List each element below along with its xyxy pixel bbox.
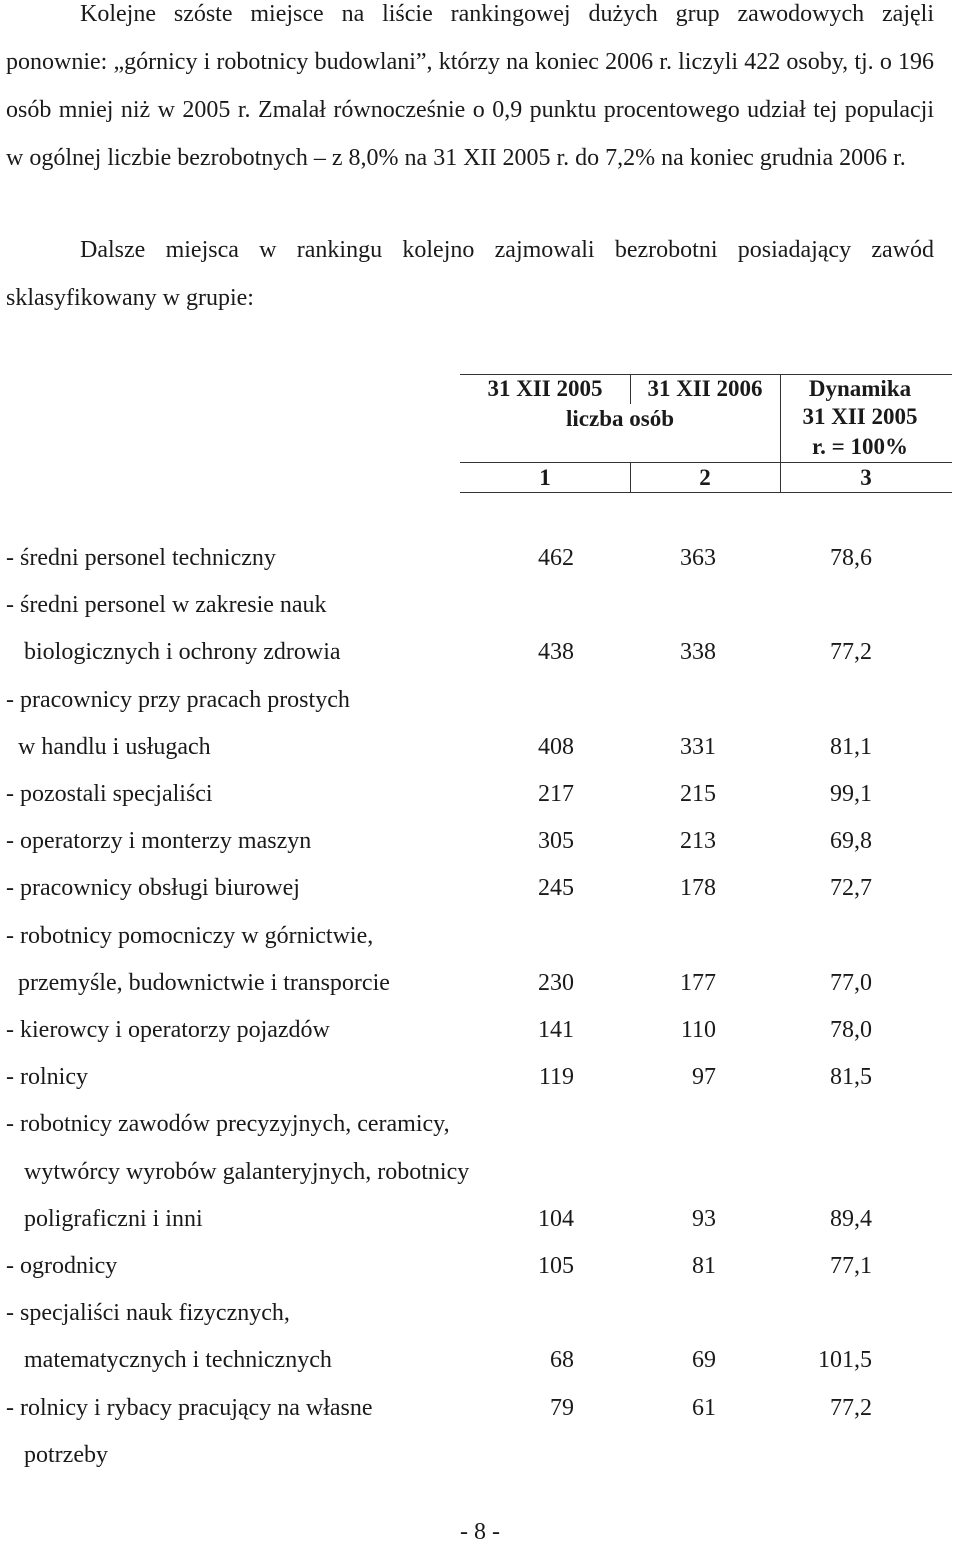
row-label: - pozostali specjaliści xyxy=(6,781,213,807)
row-label: - robotnicy pomocniczy w górnictwie, xyxy=(6,922,374,949)
table-row xyxy=(0,1336,960,1384)
value-2005: 119 xyxy=(538,1064,574,1091)
row-label: przemyśle, budownictwie i transporcie xyxy=(18,969,390,996)
value-dynamics: 81,5 xyxy=(830,1064,872,1091)
value-dynamics: 77,0 xyxy=(830,969,872,996)
table-row xyxy=(0,1431,960,1479)
value-2006: 110 xyxy=(680,1017,716,1043)
value-2005: 230 xyxy=(538,969,574,996)
table-row xyxy=(0,1006,960,1054)
header-dynamics-line2: 31 XII 2005 xyxy=(802,404,918,429)
table-row xyxy=(0,1242,960,1290)
row-label: matematycznych i technicznych xyxy=(24,1347,332,1374)
value-dynamics: 89,4 xyxy=(830,1205,872,1232)
value-dynamics: 69,8 xyxy=(830,828,872,855)
table-row xyxy=(0,959,960,1007)
row-label: - pracownicy obsługi biurowej xyxy=(6,875,300,902)
page-number: - 8 - xyxy=(460,1519,500,1545)
value-2005: 104 xyxy=(538,1205,574,1232)
header-column-number: 1 xyxy=(539,465,551,490)
row-label: - rolnicy xyxy=(6,1064,88,1091)
value-2005: 217 xyxy=(538,781,574,807)
value-2006: 97 xyxy=(692,1064,716,1091)
table-row xyxy=(0,534,960,582)
value-2005: 105 xyxy=(538,1253,574,1279)
row-label: poligraficzni i inni xyxy=(24,1205,203,1232)
row-label: - średni personel w zakresie nauk xyxy=(6,592,327,619)
ranking-paragraph xyxy=(6,226,934,322)
value-dynamics: 78,0 xyxy=(830,1017,872,1043)
intro-paragraph xyxy=(6,0,934,182)
table-row xyxy=(0,1053,960,1101)
table-row xyxy=(0,628,960,676)
value-2006: 178 xyxy=(680,875,716,902)
row-label: - kierowcy i operatorzy pojazdów xyxy=(6,1017,330,1043)
header-count-label: liczba osób xyxy=(566,406,674,431)
table-row xyxy=(0,1195,960,1243)
value-2006: 363 xyxy=(680,545,716,571)
header-column-number: 3 xyxy=(860,465,872,490)
value-2005: 408 xyxy=(538,733,574,760)
table-row xyxy=(0,864,960,912)
ranking-paragraph-text: Dalsze miejsca w rankingu kolejno zajmowali bezrobotni posiadający zawód sklasyfikowany w grupie: xyxy=(6,237,934,311)
value-dynamics: 77,1 xyxy=(830,1253,872,1279)
header-dynamics-line1: Dynamika xyxy=(808,376,912,401)
table-row xyxy=(0,723,960,771)
value-dynamics: 72,7 xyxy=(830,875,872,902)
value-2005: 68 xyxy=(550,1347,574,1374)
row-label: - rolnicy i rybacy pracujący na własne xyxy=(6,1394,373,1421)
value-2005: 438 xyxy=(538,639,574,666)
value-2005: 462 xyxy=(538,545,574,571)
header-column-number: 2 xyxy=(699,465,711,490)
value-2006: 213 xyxy=(680,828,716,855)
table-row xyxy=(0,770,960,818)
header-col-2006: 31 XII 2006 xyxy=(647,376,763,401)
row-label: - ogrodnicy xyxy=(6,1253,118,1279)
table-row xyxy=(0,1148,960,1196)
table-row xyxy=(0,676,960,724)
table-row xyxy=(0,1289,960,1337)
value-2005: 305 xyxy=(538,828,574,855)
value-dynamics: 77,2 xyxy=(830,639,872,666)
value-2005: 79 xyxy=(550,1394,574,1421)
value-2006: 93 xyxy=(692,1205,716,1232)
value-2006: 61 xyxy=(692,1394,716,1421)
value-dynamics: 77,2 xyxy=(830,1394,872,1421)
value-2006: 81 xyxy=(692,1253,716,1279)
row-label: w handlu i usługach xyxy=(18,733,211,760)
value-2006: 338 xyxy=(680,639,716,666)
header-col-2005: 31 XII 2005 xyxy=(487,376,603,401)
table-row xyxy=(0,817,960,865)
row-label: - specjaliści nauk fizycznych, xyxy=(6,1300,290,1327)
row-label: - pracownicy przy pracach prostych xyxy=(6,686,350,713)
row-label: potrzeby xyxy=(24,1441,108,1468)
value-dynamics: 101,5 xyxy=(818,1347,872,1374)
table-header xyxy=(460,374,952,494)
value-dynamics: 78,6 xyxy=(830,545,872,571)
row-label: biologicznych i ochrony zdrowia xyxy=(24,639,341,666)
value-2005: 141 xyxy=(538,1017,574,1043)
value-2006: 69 xyxy=(692,1347,716,1374)
value-dynamics: 99,1 xyxy=(830,781,872,807)
value-2006: 331 xyxy=(680,733,716,760)
header-dynamics-line3: r. = 100% xyxy=(812,434,908,459)
table-row xyxy=(0,1384,960,1432)
intro-paragraph-text: Kolejne szóste miejsce na liście rankingowej dużych grup zawodowych zajęli ponownie: „górnicy i robotnicy budowlani”, którzy na koniec 2006 r. liczyli 422 osoby, tj. o 196 osób mniej niż w 2005 r. Zmalał równocześnie o 0,9 punktu procentowego udział tej populacji w ogólnej liczbie bezrobotnych – z 8,0% na 31 XII 2005 r. do 7,2% na koniec grudnia 2006 r. xyxy=(6,1,934,171)
row-label: - operatorzy i monterzy maszyn xyxy=(6,828,312,855)
row-label: - robotnicy zawodów precyzyjnych, ceramicy, xyxy=(6,1111,450,1138)
table-row xyxy=(0,1100,960,1148)
table-row xyxy=(0,581,960,629)
table-row xyxy=(0,912,960,960)
value-2006: 215 xyxy=(680,781,716,807)
row-label: wytwórcy wyrobów galanteryjnych, robotnicy xyxy=(24,1158,470,1185)
value-dynamics: 81,1 xyxy=(830,733,872,760)
row-label: - średni personel techniczny xyxy=(6,545,276,571)
value-2006: 177 xyxy=(680,969,716,996)
value-2005: 245 xyxy=(538,875,574,902)
